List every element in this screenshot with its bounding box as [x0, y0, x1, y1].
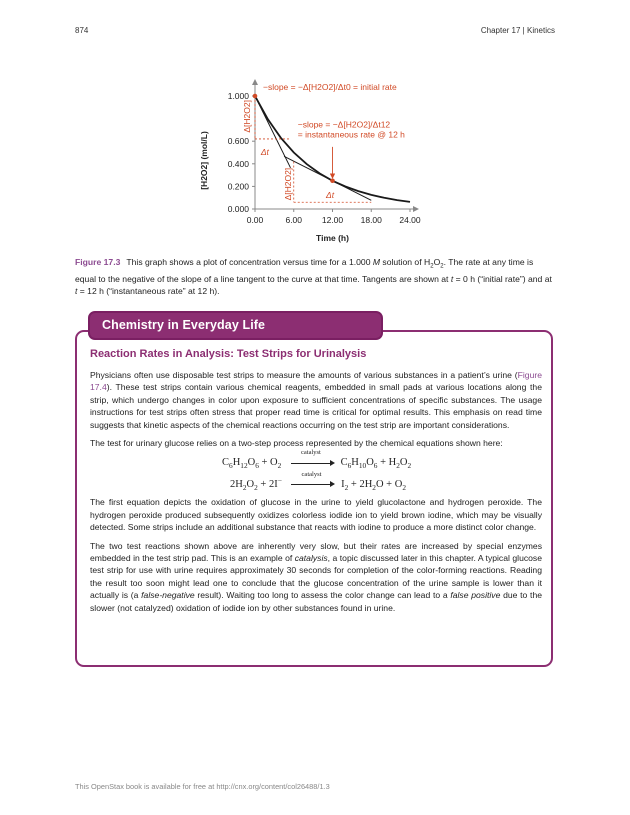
- tangent-point: [330, 178, 335, 183]
- caption-text: This graph shows a plot of concentration versus time for a 1.000: [126, 257, 373, 267]
- catalyst-label: catalyst: [301, 449, 321, 457]
- chemical-equations: [90, 449, 542, 493]
- y-axis-label: [H2O2] (mol/L): [199, 131, 209, 190]
- paragraph-text: Physicians often use disposable test strips to measure the amounts of various substances in a patient’s urine (: [90, 370, 518, 380]
- x-tick-label: 6.00: [285, 215, 303, 225]
- x-tick-label: 24.00: [399, 215, 421, 225]
- equation-2-products: $I_2 + 2H_2O + O_2$: [341, 478, 406, 493]
- annotation-instant-rate-1: −slope = −Δ[H2O2]/Δt12: [297, 119, 391, 130]
- equation-2: [230, 470, 406, 493]
- paragraph-4: [90, 540, 542, 614]
- caption-molarity: M: [372, 257, 381, 267]
- catalyst-label: catalyst: [301, 470, 322, 478]
- term-false-positive: false positive: [450, 590, 501, 601]
- equation-1-products: $C_6H_{10}O_6 + H_2O_2$: [340, 457, 412, 471]
- paragraph-text: The two test reactions shown above are inherently very slow, but their rates are increased by special enzymes embedded in the test strip pad. This is an example of: [90, 540, 542, 564]
- footer-text: This OpenStax book is available for free at http://cnx.org/content/col26488/1.3: [75, 782, 330, 791]
- paragraph-text: result). Waiting too long to assess the color change can lead to a: [194, 590, 451, 601]
- feature-box-tab: Chemistry in Everyday Life: [88, 311, 383, 340]
- delta-conc-label-initial: Δ[H2O2]: [242, 100, 252, 133]
- caption-time-var: t: [75, 285, 78, 296]
- y-tick-label: 0.000: [227, 204, 249, 214]
- delta-t-label-initial: Δt: [260, 146, 269, 157]
- paragraph-text: , a topic discussed later in this chapter. A typical glucose test strip for use with urine requires approximately 30 seconds for completion of the color-forming reactions. Reading the result too soon might lead one to conclude that the glucose concentration of the urine sample is lower than it actually is (a: [90, 553, 543, 601]
- y-tick-label: 0.400: [227, 158, 249, 169]
- x-tick-label: 12.00: [321, 215, 344, 225]
- chapter-header: Chapter 17 | Kinetics: [480, 26, 555, 35]
- catalyst-arrow: [288, 470, 334, 490]
- equation-1-reactants: $C_6H_{12}O_6 + O_2$: [222, 457, 282, 471]
- equation-2-reactants: $2H_2O_2 + 2I^-$: [230, 475, 282, 493]
- caption-time-var: t: [450, 273, 454, 284]
- figure-label: Figure 17.3: [75, 257, 121, 267]
- equation-1: [222, 449, 412, 471]
- paragraph-1: [90, 369, 542, 431]
- figure-link[interactable]: Figure 17.4: [90, 370, 542, 393]
- catalyst-arrow: [288, 449, 334, 468]
- paragraph-3: The first equation depicts the oxidation of glucose in the urine to yield glucolactone and hydrogen peroxide. The hydrogen peroxide produced subsequently oxidizes colorless iodide ion to yield brown iodine, which may be visually detected. Some strips include an additional substance that reacts with iodine to produce a more distinct color change.: [90, 497, 542, 533]
- y-tick-label: 1.000: [227, 91, 249, 101]
- caption-text: = 0 h (“initial rate”) and at: [453, 273, 552, 284]
- caption-subscript: 2: [430, 263, 434, 270]
- feature-box-content: [90, 348, 542, 620]
- paragraph-text: due to the slower (not catalyzed) oxidation of iodide ion by other substances found in urine.: [90, 590, 542, 613]
- delta-conc-label-12h: Δ[H2O2]: [282, 167, 293, 201]
- delta-t-label-12h: Δt: [326, 189, 335, 200]
- annotation-initial-rate: −slope = −Δ[H2O2]/Δt0 = initial rate: [263, 82, 397, 92]
- term-false-negative: false-negative: [141, 590, 195, 601]
- caption-text: = 12 h (“instantaneous rate” at 12 h).: [77, 285, 220, 296]
- paragraph-text: ). These test strips contain various chemical reagents, embedded in small pads at various locations along the strip, which undergo changes in color upon exposure to sufficient concentrations of specific substances. The usage instructions for test strips often stress that proper read time is critical for optimal results. This emphasis on read time suggests that kinetic aspects of the chemical reactions occurring on the test strip are important considerations.: [90, 382, 542, 430]
- caption-subscript: 2: [440, 263, 444, 270]
- figure-caption: [75, 256, 555, 297]
- annotation-instant-rate-2: = instantaneous rate @ 12 h: [297, 129, 405, 140]
- caption-text: . The rate at any time is equal to the negative of the slope of a line tangent to the curve at that time. Tangents are shown at: [75, 257, 534, 284]
- page-number: 874: [75, 26, 89, 35]
- concentration-time-chart: [195, 75, 435, 250]
- x-tick-label: 18.00: [360, 215, 382, 225]
- y-tick-label: 0.200: [227, 181, 249, 192]
- caption-text: O: [433, 257, 441, 267]
- tangent-point: [253, 94, 258, 99]
- caption-text: solution of H: [380, 257, 431, 267]
- x-axis-label: Time (h): [316, 233, 349, 243]
- term-catalysis: catalysis: [294, 553, 328, 564]
- x-tick-label: 0.00: [246, 215, 264, 225]
- y-tick-label: 0.600: [227, 136, 249, 147]
- paragraph-2: The test for urinary glucose relies on a two-step process represented by the chemical equations shown here:: [90, 438, 503, 449]
- section-title: Reaction Rates in Analysis: Test Strips for Urinalysis: [90, 348, 367, 360]
